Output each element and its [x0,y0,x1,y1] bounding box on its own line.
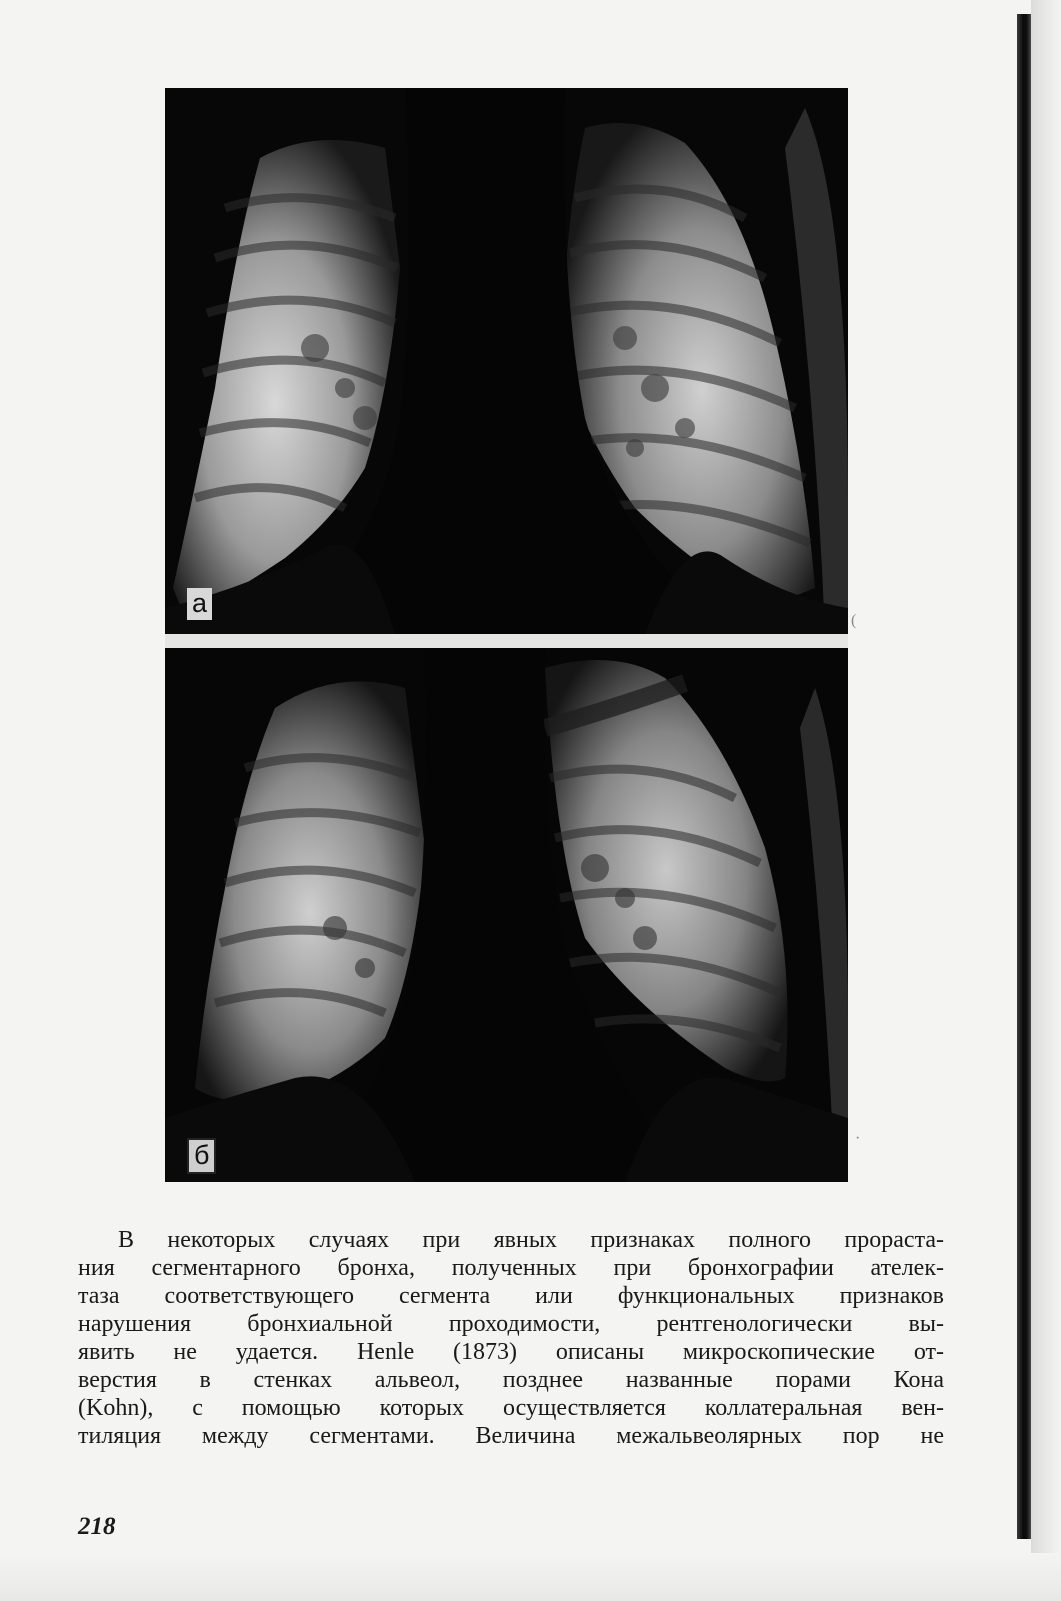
figure-divider [165,634,848,648]
scan-speck: ( [851,612,857,629]
xray-image-a [165,88,848,634]
page-bottom-shade [0,1553,1061,1601]
text-line: нарушения бронхиальной проходимости, рентгенологически вы- [78,1311,944,1337]
body-paragraph [78,1226,944,1450]
text-line: ния сегментарного бронха, полученных при бронхографии ателек- [78,1255,944,1281]
text-line: явить не удается. Henle (1873) описаны микроскопические от- [78,1339,944,1365]
scan-speck: · [855,1130,861,1147]
book-spine-shadow [1017,14,1031,1539]
text-line: В некоторых случаях при явных признаках полного прораста- [118,1227,944,1253]
panel-b-label: б [187,1138,216,1174]
chest-xray-b-graphic [165,648,848,1182]
page-number: 218 [78,1513,116,1540]
panel-a-label: а [187,588,212,620]
page-edge-shade [1031,0,1061,1601]
text-line: (Kohn), с помощью которых осуществляется коллатеральная вен- [78,1395,944,1421]
chest-xray-a-graphic [165,88,848,634]
text-line: верстия в стенках альвеол, позднее названные порами Кона [78,1367,944,1393]
xray-image-b [165,648,848,1182]
text-line: таза соответствующего сегмента или функциональных признаков [78,1283,944,1309]
text-line: тиляция между сегментами. Величина межальвеолярных пор не [78,1423,944,1449]
